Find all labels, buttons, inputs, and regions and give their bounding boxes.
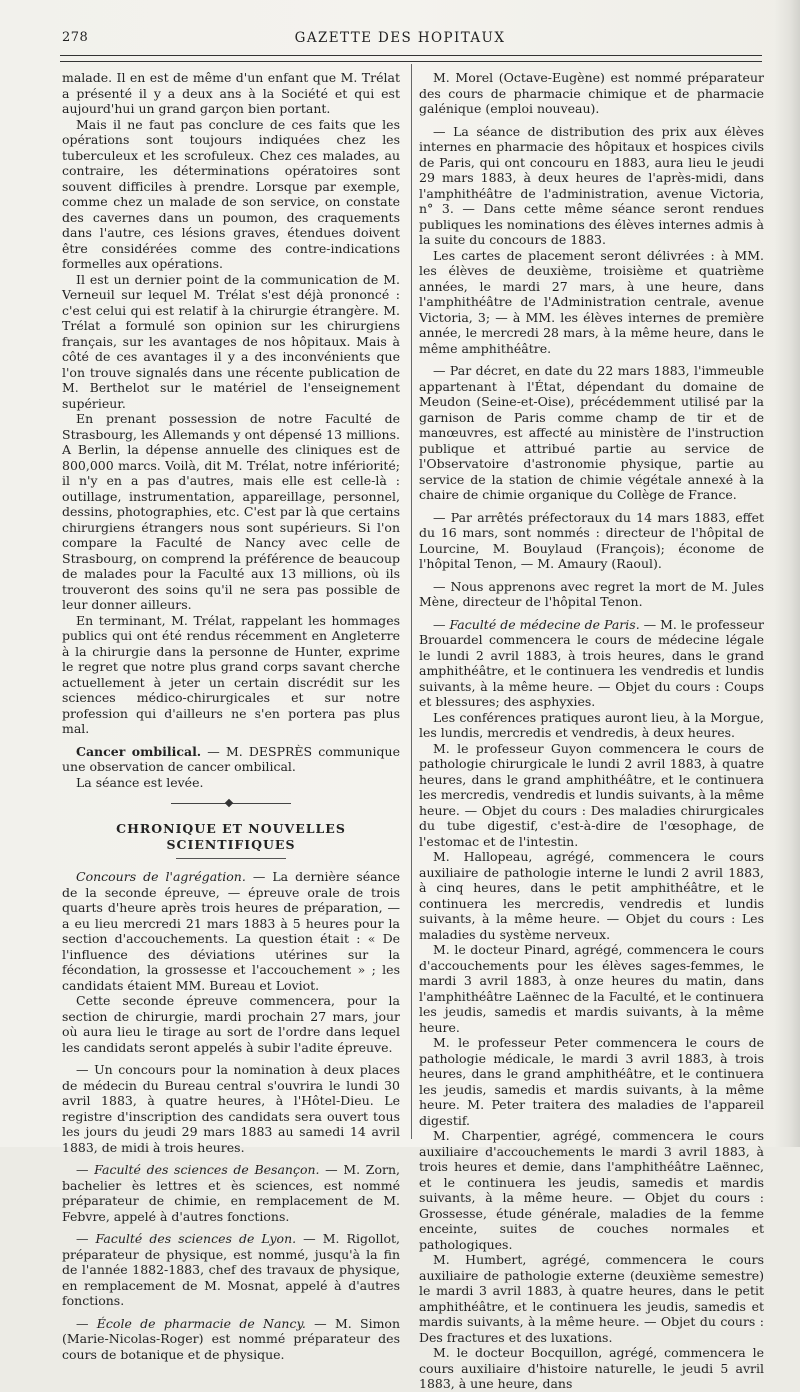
heading-rule: [176, 858, 286, 859]
paragraph: malade. Il en est de même d'un enfant que M. Trélat a présenté il y a deux ans à la Société et qui est aujourd'hui un grand garçon bien portant.: [62, 70, 400, 116]
section-heading: CHRONIQUE ET NOUVELLES SCIENTIFIQUES: [116, 821, 346, 852]
italic-title: — Faculté des sciences de Lyon.: [76, 1231, 297, 1246]
paragraph-lyon: [62, 1231, 400, 1309]
paragraph: — Par décret, en date du 22 mars 1883, l'immeuble appartenant à l'État, dépendant du domaine de Meudon (Seine-et-Oise), précédemment utilisé par la garnison de Paris comme champ de tir et de manœuvres, est affecté au ministère de l'instruction publique et attribué partie au service de l'Observatoire d'astronomie physique, partie au service de la station de chimie végétale annexé à la chaire de chimie organique du Collège de France.: [419, 363, 764, 502]
paragraph-text: — M. le professeur Brouardel commencera le cours de médecine légale le lundi 2 avril 1883, à trois heures, dans le grand amphithéâtre, et le continuera les vendredis et lundis suivants, à la même heure. — Objet du cours : Coups et blessures; des asphyxies.: [419, 616, 765, 709]
paragraph: La séance est levée.: [76, 774, 204, 790]
paragraph-cancer: [62, 744, 400, 775]
paragraph-text: — M. Simon (Marie-Nicolas-Roger) est nommé préparateur des cours de botanique et de physique.: [62, 1315, 400, 1362]
run-in-text: — M. DESPRÈS communique une observation de cancer ombilical.: [62, 743, 401, 774]
paragraph: M. le professeur Guyon commencera le cours de pathologie chirurgicale le lundi 2 avril 1883, à quatre heures, dans le grand amphithéâtre, et le continuera les mercredis, vendredis et lundis suivants, à la même heure. — Objet du cours : Des maladies chirurgicales du tube digestif, c'est-à-dire de l'œsophage, de l'estomac et de l'intestin.: [419, 740, 764, 849]
paragraph-nancy: [62, 1316, 400, 1363]
paragraph: M. Humbert, agrégé, commencera le cours auxiliaire de pathologie externe (deuxième semestre) le mardi 3 avril 1883, à quatre heures, dans le petit amphithéâtre, et le continuera les jeudis, samedis et mardis suivants, à la même heure. — Objet du cours : Des fractures et des luxations.: [419, 1252, 764, 1345]
paragraph-text: — M. Zorn, bachelier ès lettres et ès sciences, est nommé préparateur de chimie, en remplacement de M. Febvre, appelé à d'autres fonctions.: [62, 1162, 400, 1224]
ornament-divider: [171, 800, 291, 807]
paragraph: — Un concours pour la nomination à deux places de médecin du Bureau central s'ouvrira le lundi 30 avril 1883, à quatre heures, à l'Hôtel-Dieu. Le registre d'inscription des candidats sera ouvert tous les jours du jeudi 29 mars 1883 au samedi 14 avril 1883, de midi à trois heures.: [62, 1062, 400, 1155]
paragraph: Il est un dernier point de la communication de M. Verneuil sur lequel M. Trélat s'est déjà prononcé : c'est celui qui est relatif à la chirurgie étrangère. M. Trélat a formulé son opinion sur les chirurgiens français, sur les avantages de nos hôpitaux. Mais à côté de ces avantages il y a des inconvénients que l'on trouve signalés dans une récente publication de M. Berthelot sur le matériel de l'enseignement supérieur.: [62, 271, 400, 411]
paragraph: M. Hallopeau, agrégé, commencera le cours auxiliaire de pathologie interne le lundi 2 avril 1883, à cinq heures, dans le petit amphithéâtre, et le continuera les mercredis, vendredis et lundis suivants, à la même heure. — Objet du cours : Les maladies du système nerveux.: [419, 849, 764, 942]
run-in-title: Cancer ombilical.: [76, 743, 202, 759]
paragraph: — Par arrêtés préfectoraux du 14 mars 1883, effet du 16 mars, sont nommés : directeur de l'hôpital de Lourcine, M. Bouylaud (François); économe de l'hôpital Tenon, — M. Amaury (Raoul).: [419, 509, 764, 571]
paragraph: Mais il ne faut pas conclure de ces faits que les opérations sont toujours indiquées chez les tuberculeux et les scrofuleux. Chez ces malades, au contraire, les déterminations opératoires sont souvent difficiles à prendre. Lorsque par exemple, comme chez un malade de son service, on constate des cavernes dans un poumon, des craquements dans l'autre, ces lésions graves, étendues doivent être considérées comme des contre-indications formelles aux opérations.: [62, 116, 400, 271]
paragraph-text: — M. Rigollot, préparateur de physique, est nommé, jusqu'à la fin de l'année 1882-1883, chef des travaux de physique, en remplacement de M. Mosnat, appelé à d'autres fonctions.: [62, 1231, 400, 1308]
header-rule: [60, 55, 762, 62]
italic-title: — École de pharmacie de Nancy.: [76, 1315, 306, 1331]
paragraph: En prenant possession de notre Faculté de Strasbourg, les Allemands y ont dépensé 13 millions. A Berlin, la dépense annuelle des cliniques est de 800,000 marcs. Voilà, dit M. Trélat, notre infériorité; il n'y en a pas d'autres, mais elle est celle-là : outillage, instrumentation, appareillage, personnel, dessins, photographies, etc. C'est par là que certains chirurgiens étrangers nous sont supérieurs. Si l'on compare la Faculté de Nancy avec celle de Strasbourg, on comprend la préférence de beaucoup de malades pour la Faculté aux 13 millions, où ils trouveront des soins qu'il ne sera pas possible de leur donner ailleurs.: [62, 411, 400, 612]
italic-title: — Faculté de médecine de Paris.: [433, 616, 640, 632]
paragraph: — La séance de distribution des prix aux élèves internes en pharmacie des hôpitaux et hospices civils de Paris, qui ont concouru en 1883, aura lieu le jeudi 29 mars 1883, à deux heures de l'après-midi, dans l'amphithéâtre de l'administration, avenue Victoria, n° 3. — Dans cette même séance seront rendues publiques les nominations des élèves internes admis à la suite du concours de 1883.: [419, 123, 764, 247]
page-number: 278: [62, 30, 89, 45]
left-column: [62, 70, 400, 1362]
italic-title: Concours de l'agrégation.: [76, 869, 246, 884]
paragraph: Les conférences pratiques auront lieu, à la Morgue, les lundis, mercredis et vendredis, à deux heures.: [419, 709, 764, 740]
paragraph: M. le docteur Pinard, agrégé, commencera le cours d'accouchements pour les élèves sages-femmes, le mardi 3 avril 1883, à onze heures du matin, dans l'amphithéâtre Laënnec de la Faculté, et le continuera les jeudis, samedis et mardis suivants, à la même heure.: [419, 942, 764, 1035]
italic-title: — Faculté des sciences de Besançon.: [76, 1162, 320, 1177]
paragraph: Cette seconde épreuve commencera, pour la section de chirurgie, mardi prochain 27 mars, jour où aura lieu le tirage au sort de l'ordre dans lequel les candidats seront appelés à subir l'adite épreuve.: [62, 993, 400, 1055]
paragraph-besancon: [62, 1162, 400, 1224]
paragraph-concours: [62, 869, 400, 993]
paragraph: En terminant, M. Trélat, rappelant les hommages publics qui ont été rendus récemment en Angleterre à la chirurgie dans la personne de Hunter, exprime le regret que notre plus grand corps savant cherche actuellement à jeter un certain discrédit sur les sciences médico-chirurgicales et sur notre profession qui d'ailleurs ne s'en portera pas plus mal.: [62, 612, 400, 736]
right-column: [419, 70, 764, 1392]
paragraph-text: — La dernière séance de la seconde épreuve, — épreuve orale de trois quarts d'heure après trois heures de préparation, — a eu lieu mercredi 21 mars 1883 à 5 heures pour la section d'accouchements. La question était : « De l'influence des déviations utérines sur la fécondation, la grossesse et l'accouchement » ; les candidats étaient MM. Bureau et Loviot.: [62, 869, 400, 993]
paragraph: Les cartes de placement seront délivrées : à MM. les élèves de deuxième, troisième et quatrième années, le mardi 27 mars, à une heure, dans l'amphithéâtre de l'Administration centrale, avenue Victoria, 3; — à MM. les élèves internes de première année, le mercredi 28 mars, à la même heure, dans le même amphithéâtre.: [419, 247, 764, 356]
ornament-diamond-icon: [225, 799, 233, 807]
paragraph: M. Morel (Octave-Eugène) est nommé préparateur des cours de pharmacie chimique et de pharmacie galénique (emploi nouveau).: [419, 70, 764, 116]
paragraph: M. le professeur Peter commencera le cours de pathologie médicale, le mardi 3 avril 1883, à trois heures, dans le grand amphithéâtre, et le continuera les jeudis, samedis et mardis suivants, à la même heure. M. Peter traitera des maladies de l'appareil digestif.: [419, 1035, 764, 1128]
paragraph: M. le docteur Bocquillon, agrégé, commencera le cours auxiliaire d'histoire naturelle, le jeudi 5 avril 1883, à une heure, dans: [419, 1345, 764, 1391]
page-edge-shadow: [774, 0, 800, 1147]
paragraph: M. Charpentier, agrégé, commencera le cours auxiliaire d'accouchements le mardi 3 avril 1883, à trois heures et demie, dans l'amphithéâtre Laënnec, et le continuera les jeudis, samedis et mardis suivants, à la même heure. — Objet du cours : Grossesse, étude générale, maladies de la femme enceinte, suites de couches normales et pathologiques.: [419, 1128, 764, 1252]
paragraph: — Nous apprenons avec regret la mort de M. Jules Mène, directeur de l'hôpital Tenon.: [419, 578, 764, 609]
column-divider: [411, 64, 412, 1139]
journal-title: GAZETTE DES HOPITAUX: [294, 30, 506, 46]
paragraph-faculte-paris: [419, 617, 764, 710]
